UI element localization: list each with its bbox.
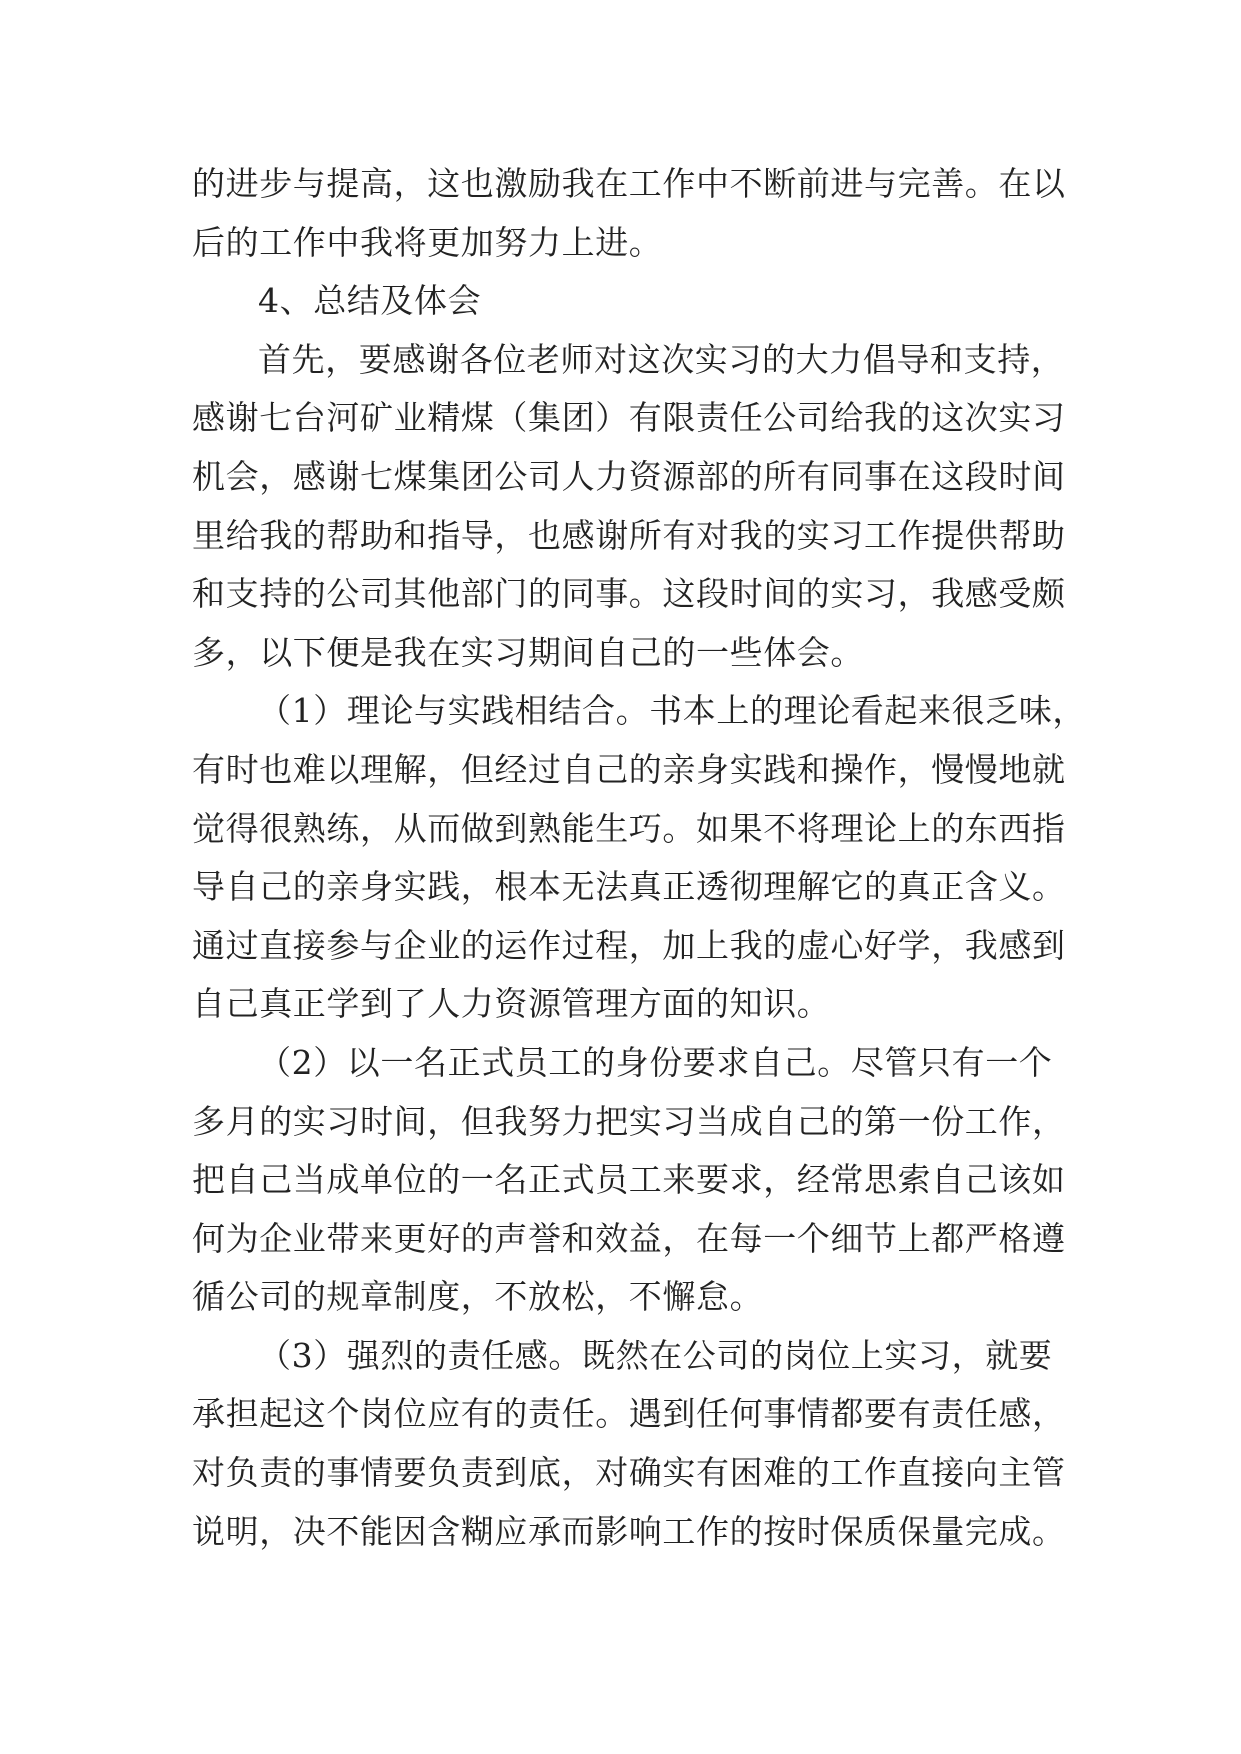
paragraph-line: 多月的实习时间，但我努力把实习当成自己的第一份工作，: [192, 1101, 1066, 1141]
paragraph-line: 里给我的帮助和指导，也感谢所有对我的实习工作提供帮助: [192, 515, 1066, 555]
section-heading: 4、总结及体会: [258, 281, 482, 321]
paragraph-line: 有时也难以理解，但经过自己的亲身实践和操作，慢慢地就: [192, 749, 1066, 789]
paragraph-line: （1）理论与实践相结合。书本上的理论看起来很乏味，: [258, 691, 1086, 731]
paragraph-line: （2）以一名正式员工的身份要求自己。尽管只有一个: [258, 1042, 1053, 1082]
paragraph-line: 首先，要感谢各位老师对这次实习的大力倡导和支持，: [258, 339, 1065, 379]
paragraph-line: 的进步与提高，这也激励我在工作中不断前进与完善。在以: [192, 164, 1066, 203]
paragraph-line: 通过直接参与企业的运作过程，加上我的虚心好学，我感到: [192, 925, 1066, 965]
paragraph-line: 机会，感谢七煤集团公司人力资源部的所有同事在这段时间: [192, 456, 1066, 496]
paragraph-line: 多，以下便是我在实习期间自己的一些体会。: [192, 632, 864, 672]
paragraph-line: 对负责的事情要负责到底，对确实有困难的工作直接向主管: [192, 1453, 1066, 1493]
paragraph-line: 觉得很熟练，从而做到熟能生巧。如果不将理论上的东西指: [192, 808, 1066, 848]
paragraph-line: （3）强烈的责任感。既然在公司的岗位上实习，就要: [258, 1335, 1053, 1375]
paragraph-line: 导自己的亲身实践，根本无法真正透彻理解它的真正含义。: [192, 867, 1066, 907]
paragraph-line: 循公司的规章制度，不放松，不懈怠。: [192, 1277, 764, 1317]
paragraph-line: 何为企业带来更好的声誉和效益，在每一个细节上都严格遵: [192, 1218, 1066, 1258]
paragraph-line: 感谢七台河矿业精煤（集团）有限责任公司给我的这次实习: [192, 398, 1066, 438]
paragraph-line: 承担起这个岗位应有的责任。遇到任何事情都要有责任感，: [192, 1394, 1066, 1434]
paragraph-line: 自己真正学到了人力资源管理方面的知识。: [192, 984, 831, 1024]
body-text: [192, 155, 1092, 1561]
paragraph-line: 后的工作中我将更加努力上进。: [192, 222, 663, 262]
paragraph-line: 和支持的公司其他部门的同事。这段时间的实习，我感受颇: [192, 574, 1066, 614]
paragraph-line: 把自己当成单位的一名正式员工来要求，经常思索自己该如: [192, 1160, 1066, 1200]
paragraph-line: 说明，决不能因含糊应承而影响工作的按时保质保量完成。: [192, 1511, 1066, 1551]
